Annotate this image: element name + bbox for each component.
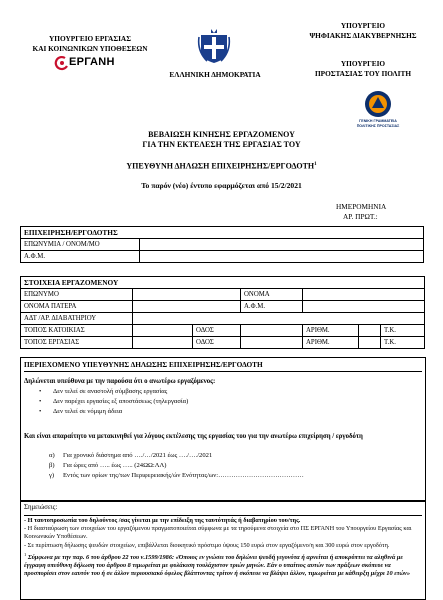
declaration-bullet-3 bbox=[39, 408, 122, 415]
workplace-street-field[interactable] bbox=[241, 337, 303, 349]
footnote-text: Σύμφωνα με την παρ. 6 του άρθρου 22 του ν.1599/1986: «Όποιος εν γνώσει του δηλώνει ψευδή γεγονότα ή αρνείται ή αποκρύπτει τα αληθινά με έγγραφη υπεύθυνη δήλωση του άρθρου 8 τιμωρείται με φυλάκιση τουλάχιστον τριών μηνών. Εάν ο υπαίτιος αυτών των πράξεων σκόπευε να προσπορίσει στον εαυτόν του ή σε άλλον περιουσιακό όφελος βλάπτοντας τρίτον ή σκόπευε να βλάψει άλλον, τιμωρείται με κάθειρξη μέχρι 10 ετών» bbox=[24, 553, 410, 578]
right-ministry2-block bbox=[298, 59, 428, 79]
employee-table bbox=[20, 276, 425, 349]
declaration-section bbox=[20, 357, 426, 501]
employee-workplace-field[interactable] bbox=[133, 337, 193, 349]
employee-residence-label: ΤΟΠΟΣ ΚΑΤΟΙΚΙΑΣ bbox=[21, 325, 133, 337]
declaration-bullet-2 bbox=[39, 398, 188, 405]
bullet-icon: • bbox=[39, 408, 42, 415]
declaration-bullet-2-text: Δεν παρέχει εργασίες εξ αποστάσεως (τηλεργασία) bbox=[53, 398, 189, 405]
declaration-title-footnote-mark: 1 bbox=[314, 162, 317, 167]
employee-firstname-field[interactable] bbox=[303, 289, 425, 301]
employer-section-title: ΕΠΙΧΕΙΡΗΣΗ/ΕΡΓΟΔΟΤΗΣ bbox=[21, 227, 424, 239]
ergani-logo-text: ΕΡΓΑΝΗ bbox=[69, 56, 115, 68]
item-c-text: Εντός των ορίων της/των Περιφερειακής/ών Ενότητας/ων:………………………………… bbox=[63, 472, 304, 479]
employee-afm-field[interactable] bbox=[303, 301, 425, 313]
declaration-movement-text: Και είναι απαραίτητο να μετακινηθεί για λόγους εκτέλεσης της εργασίας του για την ανωτέρω επιχείρηση / εργοδότη bbox=[24, 433, 363, 440]
notes-section bbox=[20, 501, 426, 600]
left-ministry-block bbox=[20, 34, 160, 54]
left-ministry-line1: ΥΠΟΥΡΓΕΙΟ ΕΡΓΑΣΙΑΣ bbox=[49, 34, 131, 43]
residence-postcode-label: Τ.Κ. bbox=[381, 325, 425, 337]
footnote bbox=[24, 551, 422, 579]
document-title-line2: ΓΙΑ ΤΗΝ ΕΚΤΕΛΕΣΗ ΤΗΣ ΕΡΓΑΣΙΑΣ ΤΟΥ bbox=[142, 140, 301, 149]
employee-surname-label: ΕΠΩΝΥΜΟ bbox=[21, 289, 133, 301]
workplace-number-field[interactable] bbox=[359, 337, 381, 349]
employee-workplace-label: ΤΟΠΟΣ ΕΡΓΑΣΙΑΣ bbox=[21, 337, 133, 349]
notes-body bbox=[24, 515, 422, 579]
employee-surname-field[interactable] bbox=[133, 289, 241, 301]
item-a-mark: α) bbox=[49, 452, 55, 459]
employer-name-label: ΕΠΩΝΥΜΙΑ / ΟΝΟΜ/ΜΟ bbox=[21, 239, 140, 251]
item-b-text: Για ώρες από ….. έως ….. (24ΩΩ:ΛΛ) bbox=[63, 462, 167, 469]
greek-emblem-icon bbox=[197, 27, 231, 65]
declaration-item-a bbox=[49, 452, 212, 459]
declaration-section-title: ΠΕΡΙΕΧΟΜΕΝΟ ΥΠΕΥΘΥΝΗΣ ΔΗΛΩΣΗΣ ΕΠΙΧΕΙΡΗΣΗΣ/ΕΡΓΟΔΟΤΗ bbox=[24, 358, 422, 372]
declaration-bullet-1-text: Δεν τελεί σε αναστολή σύμβασης εργασίας bbox=[53, 388, 168, 395]
ergani-logo bbox=[54, 55, 124, 71]
civil-protection-line2: ΠΟΛΙΤΙΚΗΣ ΠΡΟΣΤΑΣΙΑΣ bbox=[356, 124, 400, 128]
footnote-mark: 1 bbox=[24, 551, 27, 557]
employee-father-field[interactable] bbox=[133, 301, 241, 313]
employee-section-title: ΣΤΟΙΧΕΙΑ ΕΡΓΑΖΟΜΕΝΟΥ bbox=[21, 277, 425, 289]
employee-id-field[interactable] bbox=[133, 313, 425, 325]
residence-street-label: ΟΔΟΣ bbox=[193, 325, 241, 337]
notes-title: Σημειώσεις: bbox=[24, 504, 58, 511]
civil-protection-logo bbox=[348, 90, 408, 134]
declaration-item-b bbox=[49, 462, 166, 469]
employer-afm-field[interactable] bbox=[140, 251, 424, 263]
right-ministry2-line1: ΥΠΟΥΡΓΕΙΟ bbox=[340, 59, 386, 68]
employee-afm-label: Α.Φ.Μ. bbox=[241, 301, 303, 313]
workplace-number-label: ΑΡΙΘΜ. bbox=[303, 337, 359, 349]
right-ministry1-line2: ΨΗΦΙΑΚΗΣ ΔΙΑΚΥΒΕΡΝΗΣΗΣ bbox=[309, 31, 417, 40]
employer-table bbox=[20, 226, 424, 263]
employer-afm-label: Α.Φ.Μ. bbox=[21, 251, 140, 263]
right-ministry1-line1: ΥΠΟΥΡΓΕΙΟ bbox=[340, 21, 386, 30]
center-title: ΕΛΛΗΝΙΚΗ ΔΗΜΟΚΡΑΤΙΑ bbox=[169, 70, 261, 79]
note-line-1: - Η ταυτοπροσωπία του δηλούντος /σας γίνεται με την επίδειξη της ταυτότητάς ή διαβατηρίου του/της. bbox=[24, 517, 301, 524]
declaration-intro: Δηλώνεται υπεύθυνα με την παρούσα ότι ο ανωτέρω εργαζόμενος: bbox=[24, 378, 216, 385]
ergani-swirl-icon bbox=[54, 55, 70, 71]
greek-emblem bbox=[197, 27, 231, 65]
right-ministry1-block bbox=[298, 21, 428, 41]
civil-protection-line1: ΓΕΝΙΚΗ ΓΡΑΜΜΑΤΕΙΑ bbox=[359, 119, 397, 123]
item-a-text: Για χρονικό διάστημα από …./…/2021 έως …./…./2021 bbox=[63, 452, 213, 459]
employee-id-label: ΑΔΤ /ΑΡ. ΔΙΑΒΑΤΗΡΙΟΥ bbox=[21, 313, 133, 325]
workplace-postcode-label: Τ.Κ. bbox=[381, 337, 425, 349]
employer-name-field[interactable] bbox=[140, 239, 424, 251]
date-label: ΗΜΕΡΟΜΗΝΙΑ bbox=[336, 202, 387, 211]
declaration-bullet-1 bbox=[39, 388, 167, 395]
declaration-bullet-3-text: Δεν τελεί σε νόμιμη άδεια bbox=[53, 408, 123, 415]
document-effective-date: Το παρόν (νέο) έντυπο εφαρμόζεται από 15/2/2021 bbox=[141, 181, 302, 190]
item-c-mark: γ) bbox=[49, 472, 55, 479]
bullet-icon: • bbox=[39, 388, 42, 395]
protocol-label: ΑΡ. ΠΡΩΤ.: bbox=[343, 212, 378, 221]
right-ministry2-line2: ΠΡΟΣΤΑΣΙΑΣ ΤΟΥ ΠΟΛΙΤΗ bbox=[314, 69, 412, 78]
declaration-title: ΥΠΕΥΘΥΝΗ ΔΗΛΩΣΗ ΕΠΙΧΕΙΡΗΣΗΣ/ΕΡΓΟΔΟΤΗ bbox=[126, 161, 315, 171]
bullet-icon: • bbox=[39, 398, 42, 405]
item-b-mark: β) bbox=[49, 462, 55, 469]
note-line-2: - Η διασταύρωση των στοιχείων του εργαζόμενου πραγματοποιείται σύμφωνα με τα τηρούμενα στοιχεία στο ΠΣ ΕΡΓΑΝΗ του Υπουργείου Εργασίας και Κοινωνικών Υποθέσεων. bbox=[24, 525, 412, 541]
left-ministry-line2: ΚΑΙ ΚΟΙΝΩΝΙΚΩΝ ΥΠΟΘΕΣΕΩΝ bbox=[32, 44, 148, 53]
note-line-3: - Σε περίπτωση δήλωσης ψευδών στοιχείων, επιβάλλεται διοικητικό πρόστιμο ύψους 150 ευρώ στον εργαζόμενο/η και 300 ευρώ στον εργοδότη. bbox=[24, 541, 390, 549]
document-title-line1: ΒΕΒΑΙΩΣΗ ΚΙΝΗΣΗΣ ΕΡΓΑΖΟΜΕΝΟΥ bbox=[148, 130, 295, 139]
residence-number-field[interactable] bbox=[359, 325, 381, 337]
employee-residence-field[interactable] bbox=[133, 325, 193, 337]
workplace-street-label: ΟΔΟΣ bbox=[193, 337, 241, 349]
civil-protection-icon bbox=[364, 90, 392, 118]
employee-firstname-label: ΟΝΟΜΑ bbox=[241, 289, 303, 301]
document-title-line3 bbox=[0, 160, 443, 172]
residence-street-field[interactable] bbox=[241, 325, 303, 337]
employee-father-label: ΟΝΟΜΑ ΠΑΤΕΡΑ bbox=[21, 301, 133, 313]
residence-number-label: ΑΡΙΘΜ. bbox=[303, 325, 359, 337]
declaration-item-c bbox=[49, 472, 304, 479]
